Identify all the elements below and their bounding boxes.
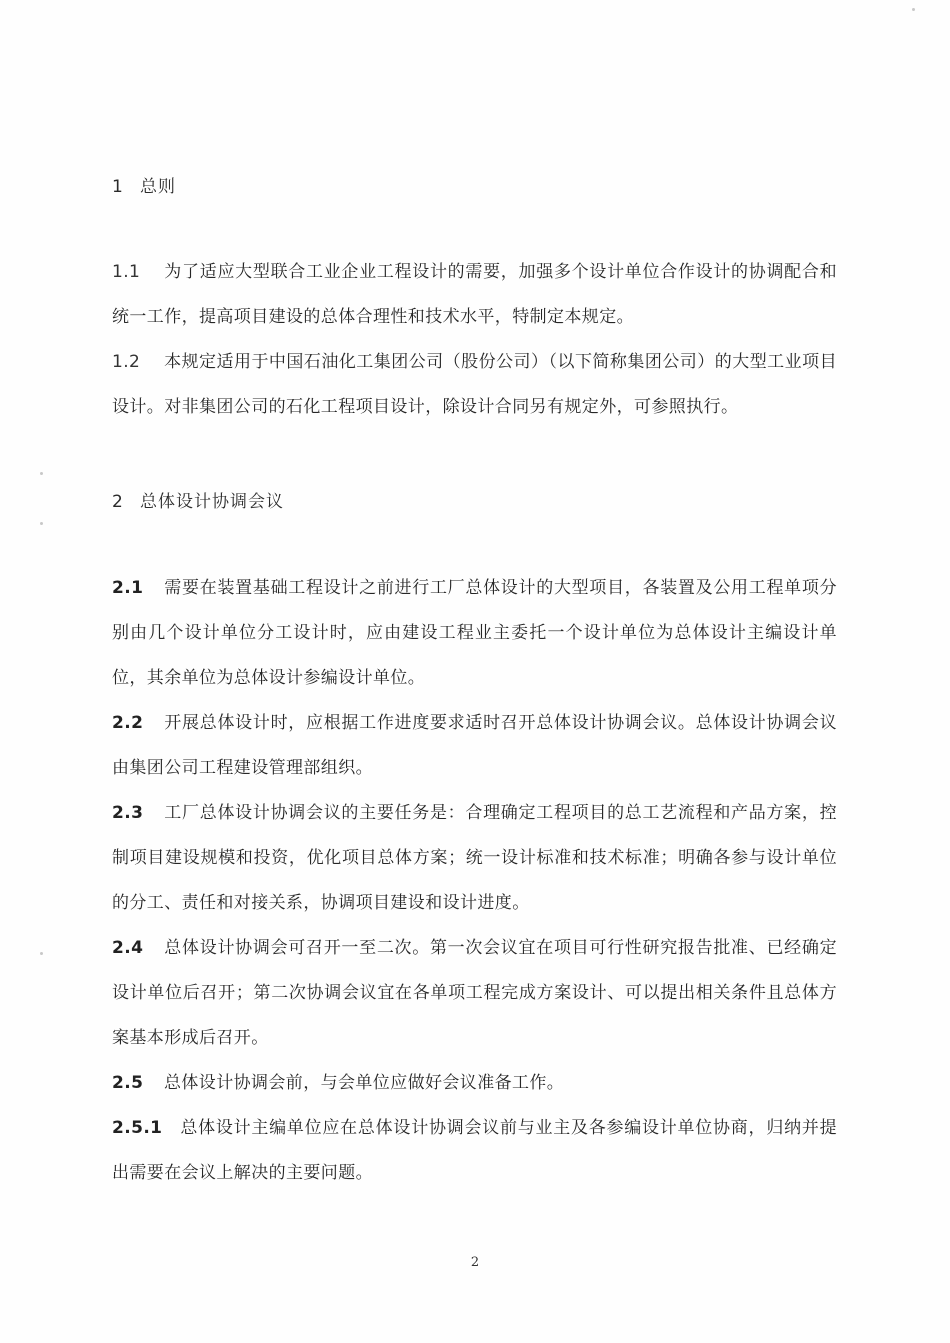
paragraph bbox=[112, 340, 837, 430]
paragraph-text: 工厂总体设计协调会议的主要任务是：合理确定工程项目的总工艺流程和产品方案，控制项目建设规模和投资，优化项目总体方案；统一设计标准和技术标准；明确各参与设计单位的分工、责任和对接关系，协调项目建设和设计进度。 bbox=[112, 803, 837, 913]
paragraph bbox=[112, 926, 837, 1061]
paragraph-text: 需要在装置基础工程设计之前进行工厂总体设计的大型项目，各装置及公用工程单项分别由几个设计单位分工设计时，应由建设工程业主委托一个设计单位为总体设计主编设计单位，其余单位为总体设计参编设计单位。 bbox=[112, 578, 837, 688]
scan-dot bbox=[912, 8, 915, 11]
section-title: 总体设计协调会议 bbox=[140, 492, 284, 512]
paragraph-text: 总体设计协调会前，与会单位应做好会议准备工作。 bbox=[164, 1073, 565, 1093]
paragraph bbox=[112, 1106, 837, 1196]
paragraph-text: 开展总体设计时，应根据工作进度要求适时召开总体设计协调会议。总体设计协调会议由集团公司工程建设管理部组织。 bbox=[112, 713, 837, 778]
scan-dot bbox=[40, 952, 43, 955]
paragraph-number: 1.1 bbox=[112, 262, 141, 282]
section-title: 总则 bbox=[140, 177, 176, 197]
paragraph-number: 2.5 bbox=[112, 1073, 144, 1093]
section-heading bbox=[112, 487, 284, 512]
paragraph bbox=[112, 791, 837, 926]
scan-dot bbox=[40, 522, 43, 525]
paragraph-number: 1.2 bbox=[112, 352, 141, 372]
section-number: 2 bbox=[112, 492, 124, 512]
paragraph-text: 总体设计主编单位应在总体设计协调会议前与业主及各参编设计单位协商，归纳并提出需要在会议上解决的主要问题。 bbox=[112, 1118, 837, 1183]
paragraph-number: 2.1 bbox=[112, 578, 144, 598]
paragraph-text: 为了适应大型联合工业企业工程设计的需要，加强多个设计单位合作设计的协调配合和统一工作，提高项目建设的总体合理性和技术水平，特制定本规定。 bbox=[112, 262, 837, 327]
scan-dot bbox=[40, 472, 43, 475]
paragraph bbox=[112, 1061, 837, 1106]
page-number: 2 bbox=[470, 1255, 480, 1270]
paragraph-number: 2.4 bbox=[112, 938, 144, 958]
paragraph bbox=[112, 250, 837, 340]
paragraph bbox=[112, 566, 837, 701]
section-number: 1 bbox=[112, 177, 124, 197]
section-heading bbox=[112, 172, 176, 197]
paragraph-text: 总体设计协调会可召开一至二次。第一次会议宜在项目可行性研究报告批准、已经确定设计单位后召开；第二次协调会议宜在各单项工程完成方案设计、可以提出相关条件且总体方案基本形成后召开。 bbox=[112, 938, 837, 1048]
paragraph-number: 2.3 bbox=[112, 803, 144, 823]
paragraph-number: 2.5.1 bbox=[112, 1118, 163, 1138]
paragraph-number: 2.2 bbox=[112, 713, 144, 733]
paragraph bbox=[112, 701, 837, 791]
paragraph-text: 本规定适用于中国石油化工集团公司（股份公司）（以下简称集团公司）的大型工业项目设计。对非集团公司的石化工程项目设计，除设计合同另有规定外，可参照执行。 bbox=[112, 352, 837, 417]
